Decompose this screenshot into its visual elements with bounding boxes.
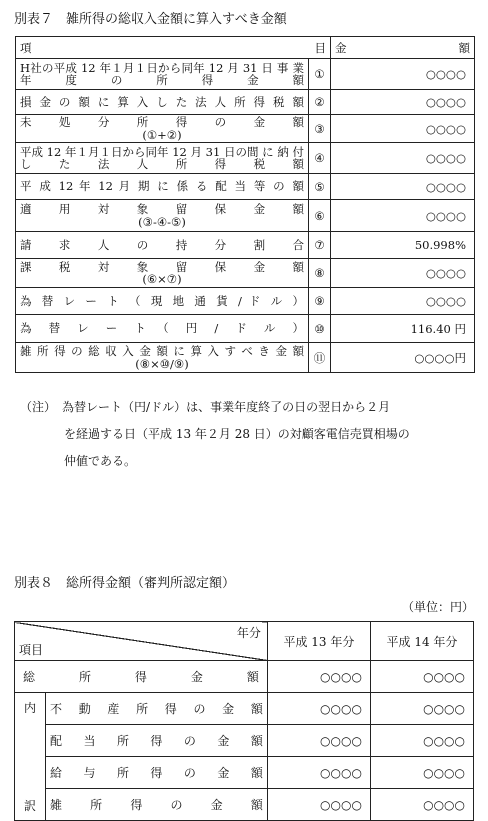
row-formula: (⑧×⑩/⑨) [135,356,189,371]
header-amount-left: 金 [335,40,347,55]
row-value: ○○○○ [331,259,475,288]
breakdown-side-bottom: 訳 [23,799,36,813]
row-label: 給与所得の金額 [46,757,268,789]
row-label-cell [16,259,309,288]
row-label: 未 処 分 所 得 の 金 額 [20,115,304,130]
table8-title: 別表８ 総所得金額（審判所認定額） [14,576,236,591]
table7 [15,36,475,373]
table8 [14,621,474,821]
column-header-h14: 平成 14 年分 [370,622,473,661]
table-row [16,232,475,259]
table-row [16,174,475,200]
row-label-cell [16,343,309,373]
table-row [16,200,475,232]
row-h14-value: ○○○○ [370,789,473,821]
table-row [16,115,475,143]
row-label-cell [16,115,309,143]
breakdown-side-cell [15,693,46,821]
row-h13-value: ○○○○ [267,789,370,821]
row-h13-value: ○○○○ [267,693,370,725]
row-number: ⑪ [309,343,331,373]
row-h13-value: ○○○○ [267,757,370,789]
table-row [15,789,474,821]
table8-unit: （単位：円） [401,600,474,614]
row-number: ① [309,59,331,90]
table-row [16,59,475,90]
table-row [15,757,474,789]
table7-title: 別表７ 雑所得の総収入金額に算入すべき金額 [14,12,287,27]
row-label: 平 成 12 年 12 月 期 に 係 る 配 当 等 の 額 [16,174,309,200]
table-row [16,143,475,174]
total-h13-value: ○○○○ [267,661,370,693]
row-number: ② [309,90,331,115]
note-label: （注） [20,400,51,414]
column-header-h13: 平成 13 年分 [267,622,370,661]
row-number: ⑦ [309,232,331,259]
row-h13-value: ○○○○ [267,725,370,757]
row-label: 課 税 対 象 留 保 金 額 [20,259,304,274]
row-label: 為 替 レ ー ト （ 現 地 通 貨 / ド ル ） [16,288,309,315]
row-number: ④ [309,143,331,174]
table8-total-row [15,661,474,693]
row-label: 配当所得の金額 [46,725,268,757]
header-num-text: 目 [314,40,326,55]
table-row [16,315,475,343]
row-value: ○○○○ [331,115,475,143]
total-h14-value: ○○○○ [370,661,473,693]
table8-corner-cell [15,622,268,661]
header-item-text: 項 [20,40,32,55]
table7-note [20,394,470,475]
row-value: ○○○○ [331,59,475,90]
row-h14-value: ○○○○ [370,725,473,757]
row-label: 為 替 レ ー ト （ 円 / ド ル ） [16,315,309,343]
header-amount-right: 額 [458,40,470,55]
corner-item-label: 項目 [19,643,44,657]
row-label: 雑所得の金額 [46,789,268,821]
table-row [16,343,475,373]
row-value: ○○○○ [331,174,475,200]
row-number: ⑤ [309,174,331,200]
row-number: ⑨ [309,288,331,315]
table8-header-row [15,622,474,661]
row-label: 損 金 の 額 に 算 入 し た 法 人 所 得 税 額 [16,90,309,115]
table-row [15,725,474,757]
row-value: ○○○○ [331,143,475,174]
breakdown-side-top: 内 [23,701,36,715]
row-value: ○○○○円 [331,343,475,373]
row-label-cell [16,200,309,232]
row-value: 50.998% [331,232,475,259]
row-h14-value: ○○○○ [370,693,473,725]
row-value: ○○○○ [331,288,475,315]
row-value: ○○○○ [331,90,475,115]
table7-header-item [16,37,331,59]
note-text-1: 為替レート（円/ドル）は、事業年度終了の日の翌日から２月 [62,400,391,414]
corner-year-label: 年分 [236,626,261,640]
table-row [15,693,474,725]
row-formula: (⑥×⑦) [142,272,182,286]
table7-header-amount [331,37,475,59]
row-label: 適 用 対 象 留 保 金 額 [20,202,304,217]
note-line-2: を経過する日（平成 13 年２月 28 日）の対顧客電信売買相場の [64,427,410,441]
table7-header-row [16,37,475,59]
table-row [16,259,475,288]
row-number: ③ [309,115,331,143]
row-formula: (①+②) [142,127,182,142]
row-number: ⑧ [309,259,331,288]
row-formula: (③-④-⑤) [138,214,186,229]
row-number: ⑩ [309,315,331,343]
row-number: ⑥ [309,200,331,232]
row-label: 雑所得の総収入金額に算入すべき金額 [20,344,304,359]
total-label: 総 所 得 金 額 [15,661,268,693]
row-label: 請 求 人 の 持 分 割 合 [16,232,309,259]
table-row [16,90,475,115]
row-label: 平成 12 年１月１日から同年 12 月 31 日の間 に 納 付 し た 法 人 所 得 税 額 [16,143,309,174]
row-label: H社の平成 12 年１月１日から同年 12 月 31 日 事 業 年 度 の 所 得 金 額 [16,59,309,90]
note-line-3: 仲値である。 [64,454,137,468]
row-h14-value: ○○○○ [370,757,473,789]
row-value: 116.40 円 [331,315,475,343]
row-value: ○○○○ [331,200,475,232]
note-line-1 [20,394,470,421]
table-row [16,288,475,315]
row-label: 不動産所得の金額 [46,693,268,725]
